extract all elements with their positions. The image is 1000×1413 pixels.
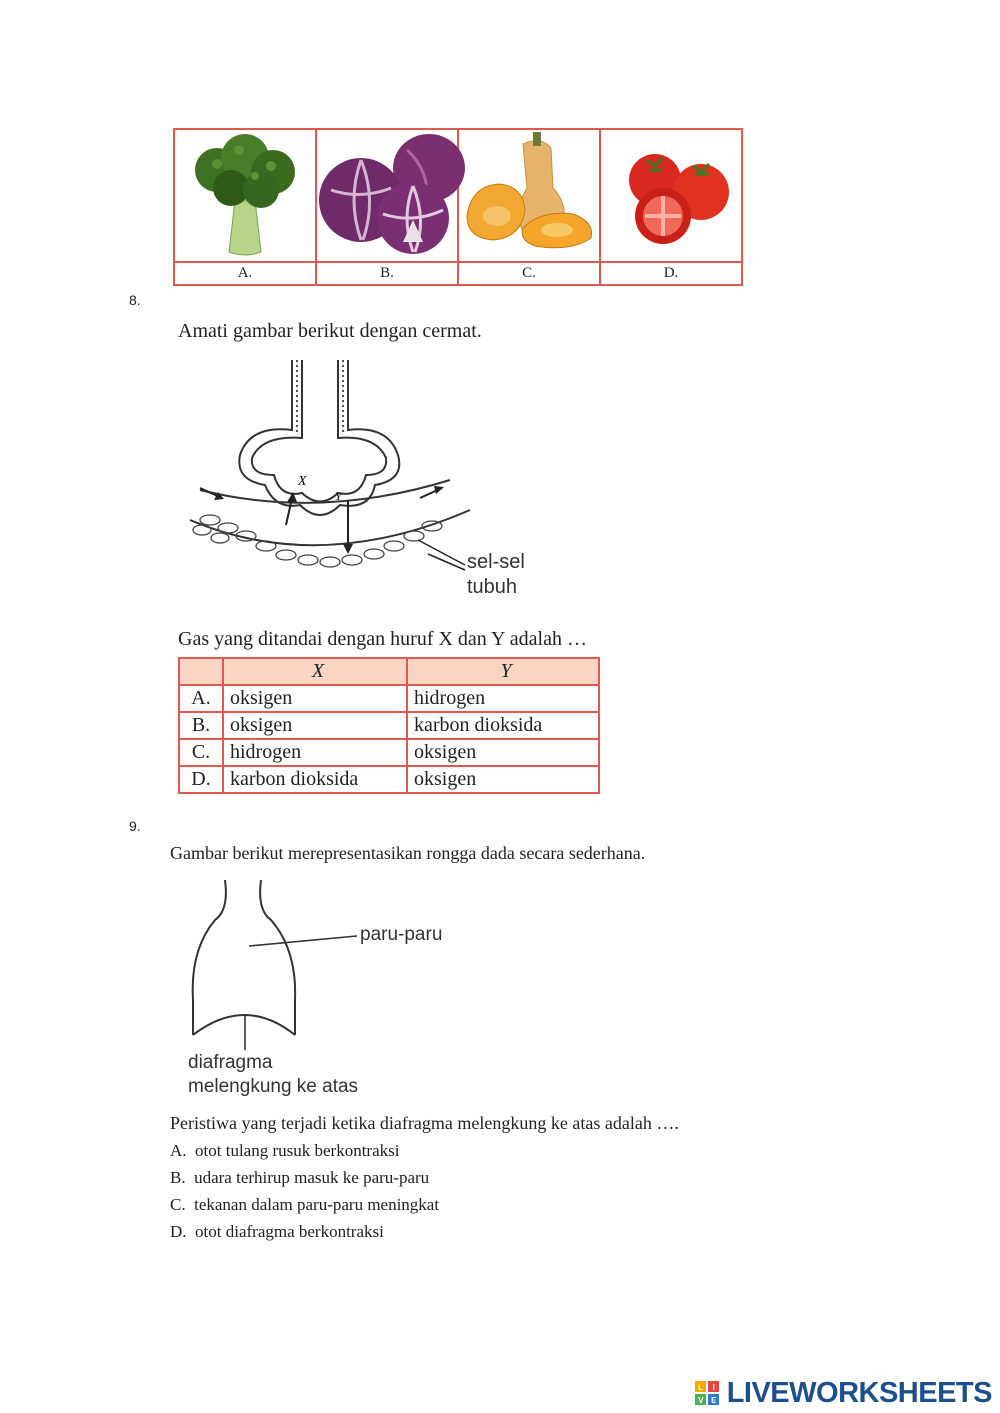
option-a[interactable]: A. otot tulang rusuk berkontraksi <box>170 1141 400 1160</box>
liveworksheets-logo-icon <box>695 1381 719 1405</box>
thoracic-cavity-diagram <box>185 880 365 1050</box>
lungs-label: paru-paru <box>360 924 443 945</box>
header-y: Y <box>407 658 599 685</box>
question-8-number: 8. <box>129 292 141 308</box>
table-row[interactable]: C. hidrogen oksigen <box>179 739 599 766</box>
svg-text:V: V <box>698 1396 704 1405</box>
option-c[interactable]: C. tekanan dalam paru-paru meningkat <box>170 1195 440 1214</box>
vegetable-options-table <box>173 128 743 286</box>
header-key <box>179 658 223 685</box>
option-d[interactable]: D. otot diafragma berkontraksi <box>170 1222 384 1241</box>
question-8-prompt: Amati gambar berikut dengan cermat. <box>178 320 482 342</box>
option-d-image-cell <box>600 129 742 262</box>
label-x: X <box>298 474 307 489</box>
svg-text:L: L <box>698 1383 703 1392</box>
table-header-row <box>179 658 599 685</box>
question-9-prompt: Gambar berikut merepresentasikan rongga dada secara sederhana. <box>170 843 646 863</box>
alveolus-diagram <box>180 360 480 580</box>
option-a-label: A. <box>174 262 316 285</box>
gas-answer-table <box>178 657 600 794</box>
table-row[interactable]: D. karbon dioksida oksigen <box>179 766 599 793</box>
option-b[interactable]: B. udara terhirup masuk ke paru-paru <box>170 1168 430 1187</box>
option-c-label: C. <box>458 262 600 285</box>
header-x: X <box>223 658 407 685</box>
tomatoes-image <box>611 130 731 256</box>
option-d-label: D. <box>600 262 742 285</box>
question-9-number: 9. <box>129 818 141 834</box>
label-y: Y <box>335 489 342 503</box>
option-b-image-cell <box>316 129 458 262</box>
option-b-label: B. <box>316 262 458 285</box>
option-c-image-cell <box>458 129 600 262</box>
question-8-text: Gas yang ditandai dengan huruf X dan Y adalah … <box>178 628 587 650</box>
svg-text:I: I <box>712 1383 715 1392</box>
svg-text:E: E <box>711 1396 717 1405</box>
diaphragm-label: diafragma melengkung ke atas <box>188 1052 359 1097</box>
brand-text: LIVEWORKSHEETS <box>726 1377 992 1409</box>
table-row[interactable]: A. oksigen hidrogen <box>179 685 599 712</box>
question-9-text: Peristiwa yang terjadi ketika diafragma melengkung ke atas adalah …. <box>170 1113 679 1133</box>
liveworksheets-logo[interactable] <box>695 1377 992 1410</box>
cells-label: sel-sel tubuh <box>467 551 525 598</box>
option-a-image-cell <box>174 129 316 262</box>
red-cabbage-image <box>317 130 467 256</box>
butternut-squash-image <box>461 130 597 256</box>
broccoli-image <box>177 130 313 256</box>
table-row[interactable]: B. oksigen karbon dioksida <box>179 712 599 739</box>
